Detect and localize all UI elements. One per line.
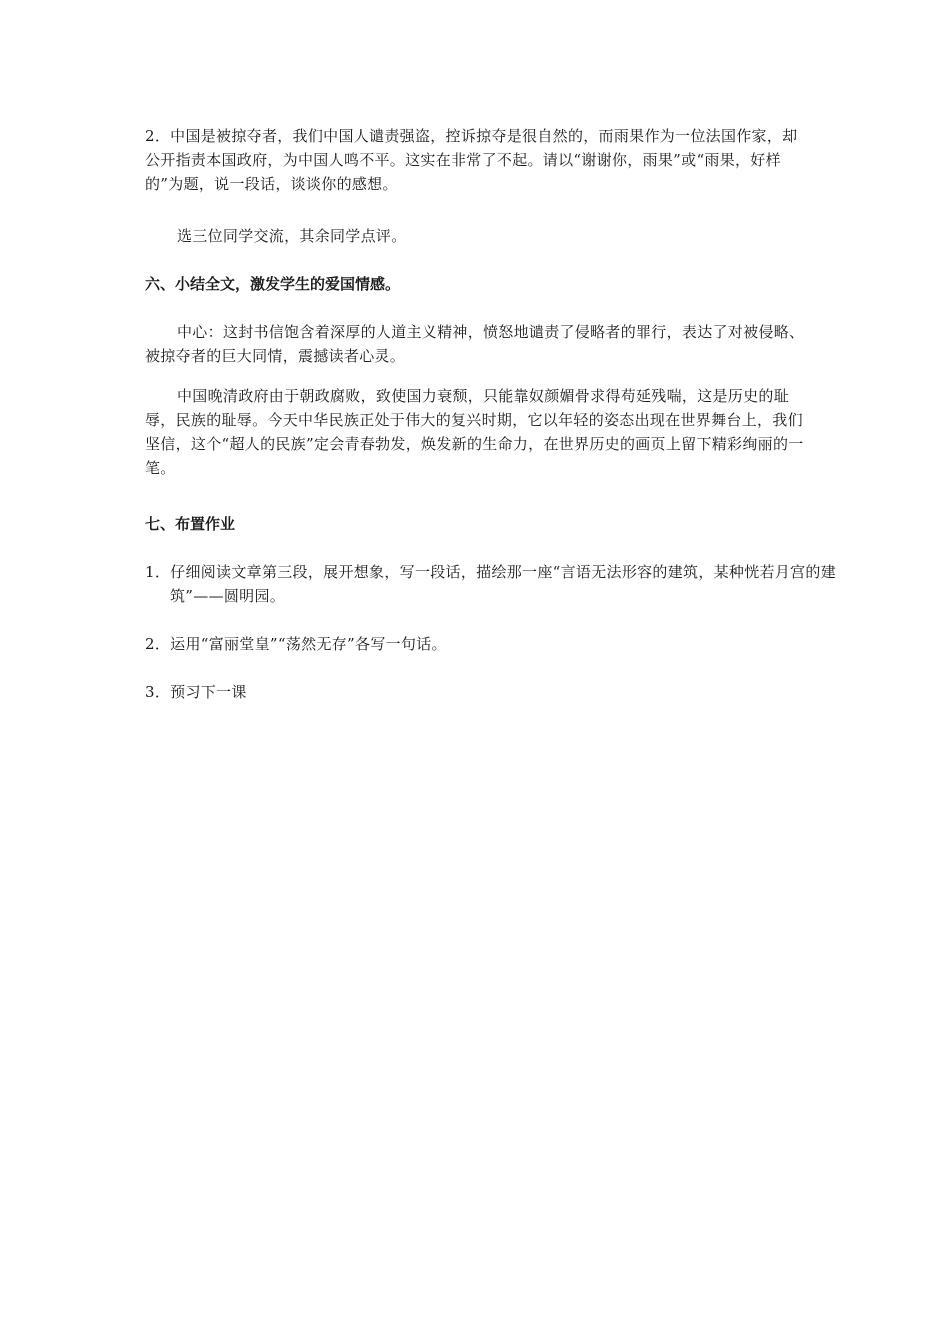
homework-item-3: 3．预习下一课 [145, 683, 247, 701]
section-heading-7: 七、布置作业 [145, 515, 236, 533]
paragraph-history: 中国晚清政府由于朝政腐败，致使国力衰颓，只能靠奴颜媚骨求得苟延残喘，这是历史的耻辱，民族的耻辱。今天中华民族正处于伟大的复兴时期，它以年轻的姿态出现在世界舞台上，我们坚信，这个“超人的民族”定会青春勃发，焕发新的生命力，在世界历史的画页上留下精彩绚丽的一笔。 [145, 387, 804, 477]
paragraph-exchange: 选三位同学交流，其余同学点评。 [177, 227, 407, 245]
paragraph-central-idea: 中心：这封书信饱含着深厚的人道主义精神，愤怒地谴责了侵略者的罪行，表达了对被侵略、被掠夺者的巨大同情，震撼读者心灵。 [145, 323, 805, 365]
paragraph-question-2: 2．中国是被掠夺者，我们中国人谴责强盗，控诉掠夺是很自然的，而雨果作为一位法国作家，却公开指责本国政府，为中国人鸣不平。这实在非常了不起。请以“谢谢你，雨果”或“雨果，好样的”为题，说一段话，谈谈你的感想。 [145, 127, 798, 193]
section-heading-6: 六、小结全文，激发学生的爱国情感。 [145, 275, 401, 293]
homework-item-1: 1．仔细阅读文章第三段，展开想象，写一段话，描绘那一座“言语无法形容的建筑，某种恍若月宫的建筑”——圆明园。 [145, 563, 837, 605]
homework-item-2: 2．运用“富丽堂皇”“荡然无存”各写一句话。 [145, 635, 447, 653]
